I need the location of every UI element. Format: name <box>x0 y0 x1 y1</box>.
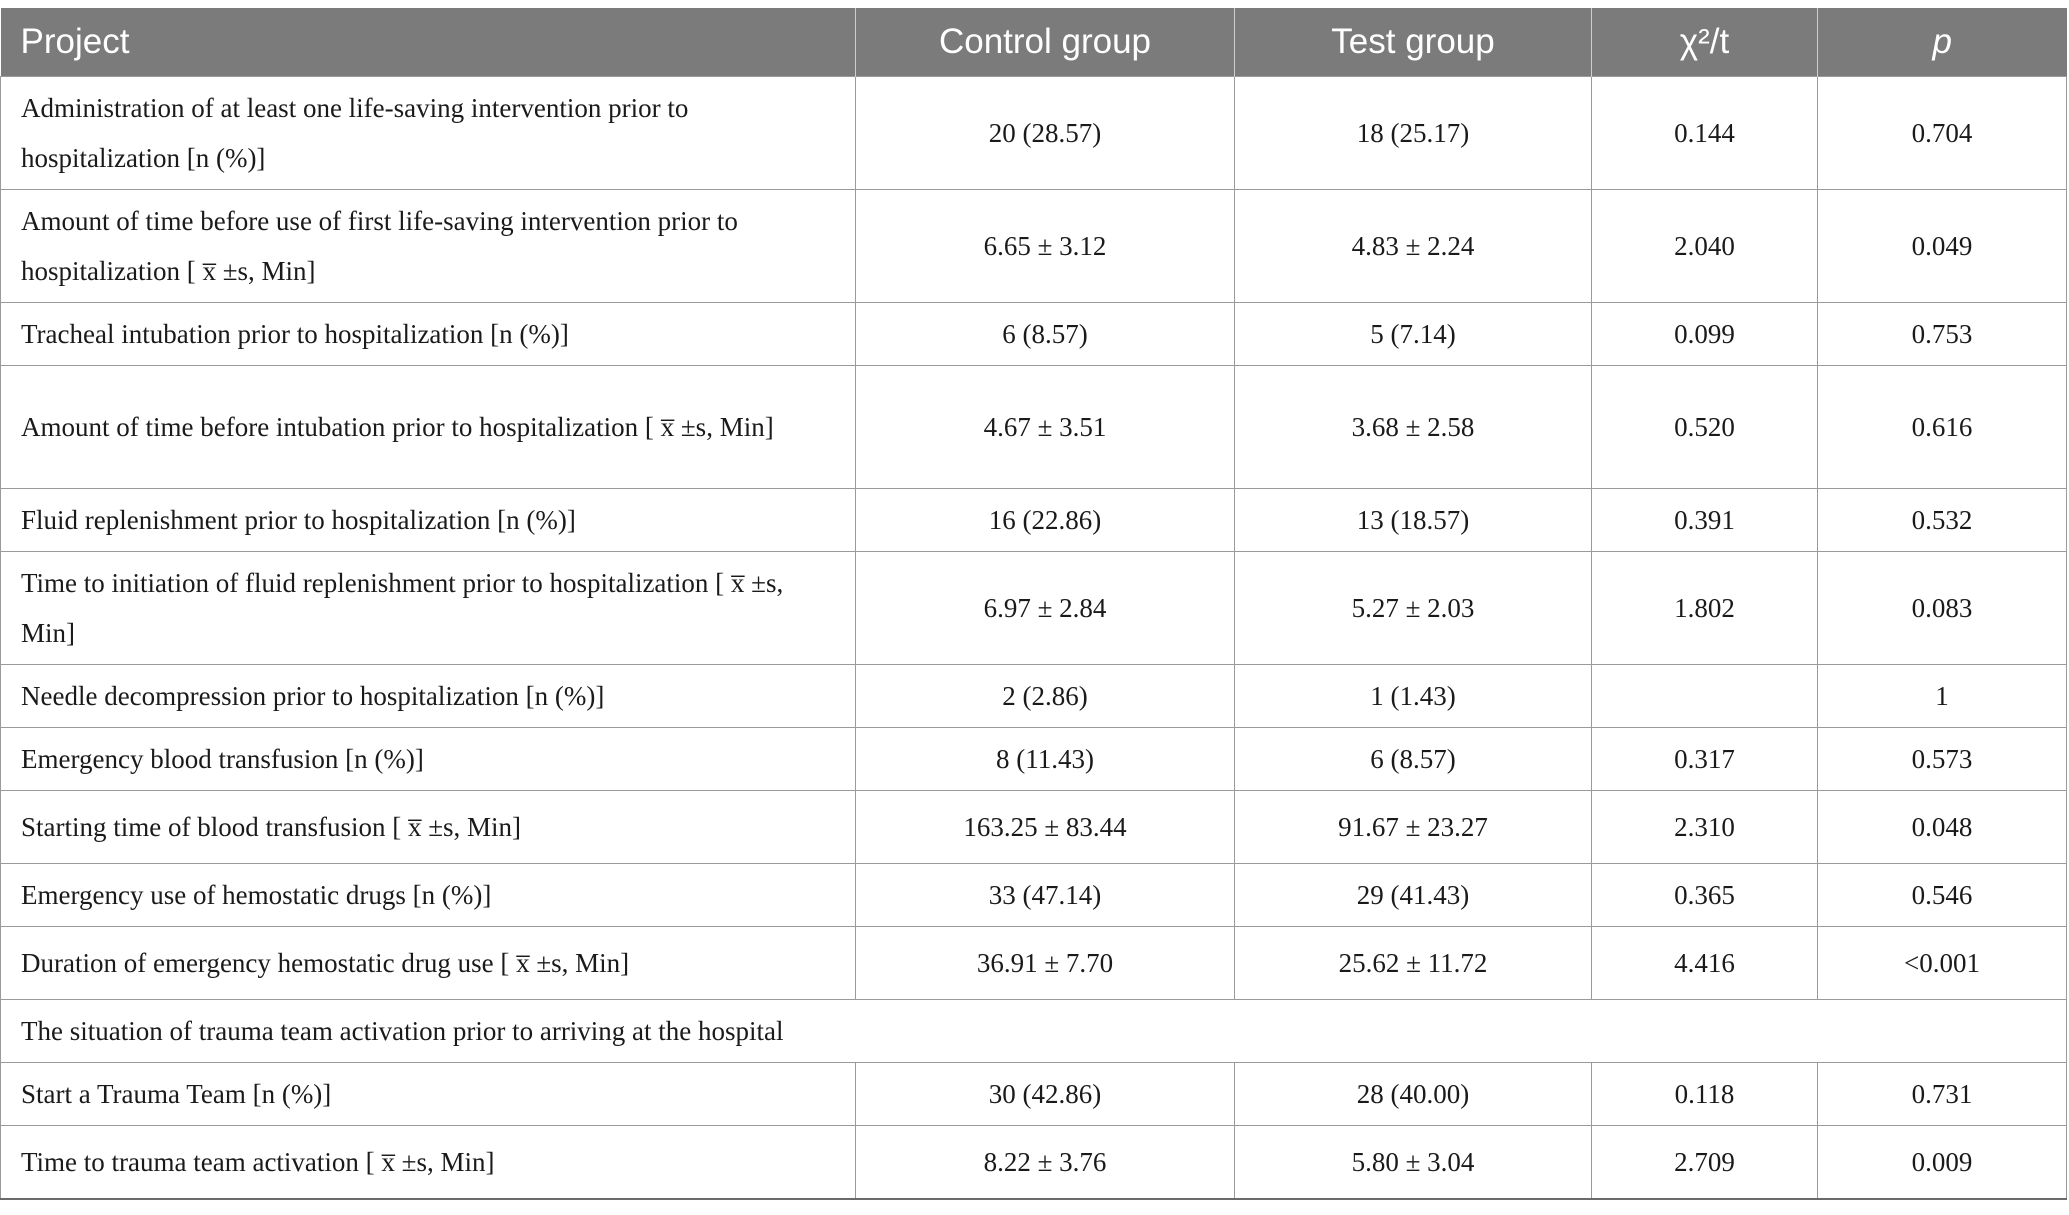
table-row <box>1 552 2067 665</box>
cell-statistic: 0.520 <box>1592 366 1818 489</box>
header-control-group: Control group <box>856 8 1235 77</box>
cell-test-group: 5 (7.14) <box>1235 303 1592 366</box>
cell-test-group: 5.80 ± 3.04 <box>1235 1126 1592 1200</box>
cell-project: Needle decompression prior to hospitalization [n (%)] <box>1 665 856 728</box>
cell-control-group: 8.22 ± 3.76 <box>856 1126 1235 1200</box>
cell-test-group: 13 (18.57) <box>1235 489 1592 552</box>
cell-project: Amount of time before use of first life-saving intervention prior to hospitalization [ x̅ ±s, Min] <box>1 190 856 303</box>
cell-p-value: 0.731 <box>1818 1063 2067 1126</box>
table-container <box>0 8 2069 1200</box>
cell-p-value: 0.049 <box>1818 190 2067 303</box>
cell-test-group: 25.62 ± 11.72 <box>1235 927 1592 1000</box>
cell-project: Emergency blood transfusion [n (%)] <box>1 728 856 791</box>
header-project: Project <box>1 8 856 77</box>
cell-project: Duration of emergency hemostatic drug use [ x̅ ±s, Min] <box>1 927 856 1000</box>
cell-p-value: 0.546 <box>1818 864 2067 927</box>
cell-test-group: 6 (8.57) <box>1235 728 1592 791</box>
cell-control-group: 6.97 ± 2.84 <box>856 552 1235 665</box>
cell-statistic: 0.118 <box>1592 1063 1818 1126</box>
cell-control-group: 6.65 ± 3.12 <box>856 190 1235 303</box>
cell-test-group: 1 (1.43) <box>1235 665 1592 728</box>
table-row <box>1 1126 2067 1200</box>
cell-project: Emergency use of hemostatic drugs [n (%)] <box>1 864 856 927</box>
cell-p-value: 0.573 <box>1818 728 2067 791</box>
table-row <box>1 864 2067 927</box>
cell-p-value: <0.001 <box>1818 927 2067 1000</box>
cell-statistic <box>1592 665 1818 728</box>
section-label: The situation of trauma team activation prior to arriving at the hospital <box>1 1000 2067 1063</box>
results-table <box>0 8 2067 1200</box>
cell-project: Starting time of blood transfusion [ x̅ ±s, Min] <box>1 791 856 864</box>
cell-control-group: 8 (11.43) <box>856 728 1235 791</box>
cell-control-group: 36.91 ± 7.70 <box>856 927 1235 1000</box>
cell-test-group: 5.27 ± 2.03 <box>1235 552 1592 665</box>
cell-statistic: 0.099 <box>1592 303 1818 366</box>
cell-control-group: 30 (42.86) <box>856 1063 1235 1126</box>
header-statistic: χ²/t <box>1592 8 1818 77</box>
cell-statistic: 0.365 <box>1592 864 1818 927</box>
cell-project: Administration of at least one life-saving intervention prior to hospitalization [n (%)] <box>1 77 856 190</box>
cell-statistic: 1.802 <box>1592 552 1818 665</box>
header-test-group: Test group <box>1235 8 1592 77</box>
cell-control-group: 33 (47.14) <box>856 864 1235 927</box>
cell-p-value: 0.704 <box>1818 77 2067 190</box>
cell-project: Time to initiation of fluid replenishment prior to hospitalization [ x̅ ±s, Min] <box>1 552 856 665</box>
table-header <box>1 8 2067 77</box>
table-row <box>1 190 2067 303</box>
cell-control-group: 4.67 ± 3.51 <box>856 366 1235 489</box>
table-row <box>1 791 2067 864</box>
cell-test-group: 3.68 ± 2.58 <box>1235 366 1592 489</box>
cell-statistic: 4.416 <box>1592 927 1818 1000</box>
cell-project: Amount of time before intubation prior to hospitalization [ x̅ ±s, Min] <box>1 366 856 489</box>
table-row <box>1 728 2067 791</box>
cell-p-value: 1 <box>1818 665 2067 728</box>
cell-statistic: 2.040 <box>1592 190 1818 303</box>
cell-control-group: 16 (22.86) <box>856 489 1235 552</box>
header-p-value: p <box>1818 8 2067 77</box>
cell-p-value: 0.083 <box>1818 552 2067 665</box>
cell-test-group: 28 (40.00) <box>1235 1063 1592 1126</box>
cell-project: Tracheal intubation prior to hospitalization [n (%)] <box>1 303 856 366</box>
cell-control-group: 20 (28.57) <box>856 77 1235 190</box>
cell-p-value: 0.532 <box>1818 489 2067 552</box>
table-body <box>1 77 2067 1200</box>
cell-project: Fluid replenishment prior to hospitalization [n (%)] <box>1 489 856 552</box>
cell-test-group: 29 (41.43) <box>1235 864 1592 927</box>
cell-control-group: 6 (8.57) <box>856 303 1235 366</box>
cell-test-group: 18 (25.17) <box>1235 77 1592 190</box>
cell-statistic: 0.391 <box>1592 489 1818 552</box>
cell-control-group: 2 (2.86) <box>856 665 1235 728</box>
cell-test-group: 91.67 ± 23.27 <box>1235 791 1592 864</box>
section-row <box>1 1000 2067 1063</box>
table-row <box>1 1063 2067 1126</box>
cell-p-value: 0.009 <box>1818 1126 2067 1200</box>
cell-p-value: 0.753 <box>1818 303 2067 366</box>
cell-statistic: 0.144 <box>1592 77 1818 190</box>
cell-test-group: 4.83 ± 2.24 <box>1235 190 1592 303</box>
table-row <box>1 489 2067 552</box>
table-row <box>1 366 2067 489</box>
cell-p-value: 0.616 <box>1818 366 2067 489</box>
cell-statistic: 2.310 <box>1592 791 1818 864</box>
cell-project: Time to trauma team activation [ x̅ ±s, Min] <box>1 1126 856 1200</box>
cell-statistic: 0.317 <box>1592 728 1818 791</box>
cell-statistic: 2.709 <box>1592 1126 1818 1200</box>
cell-p-value: 0.048 <box>1818 791 2067 864</box>
table-row <box>1 665 2067 728</box>
table-row <box>1 927 2067 1000</box>
cell-control-group: 163.25 ± 83.44 <box>856 791 1235 864</box>
table-row <box>1 77 2067 190</box>
cell-project: Start a Trauma Team [n (%)] <box>1 1063 856 1126</box>
table-row <box>1 303 2067 366</box>
